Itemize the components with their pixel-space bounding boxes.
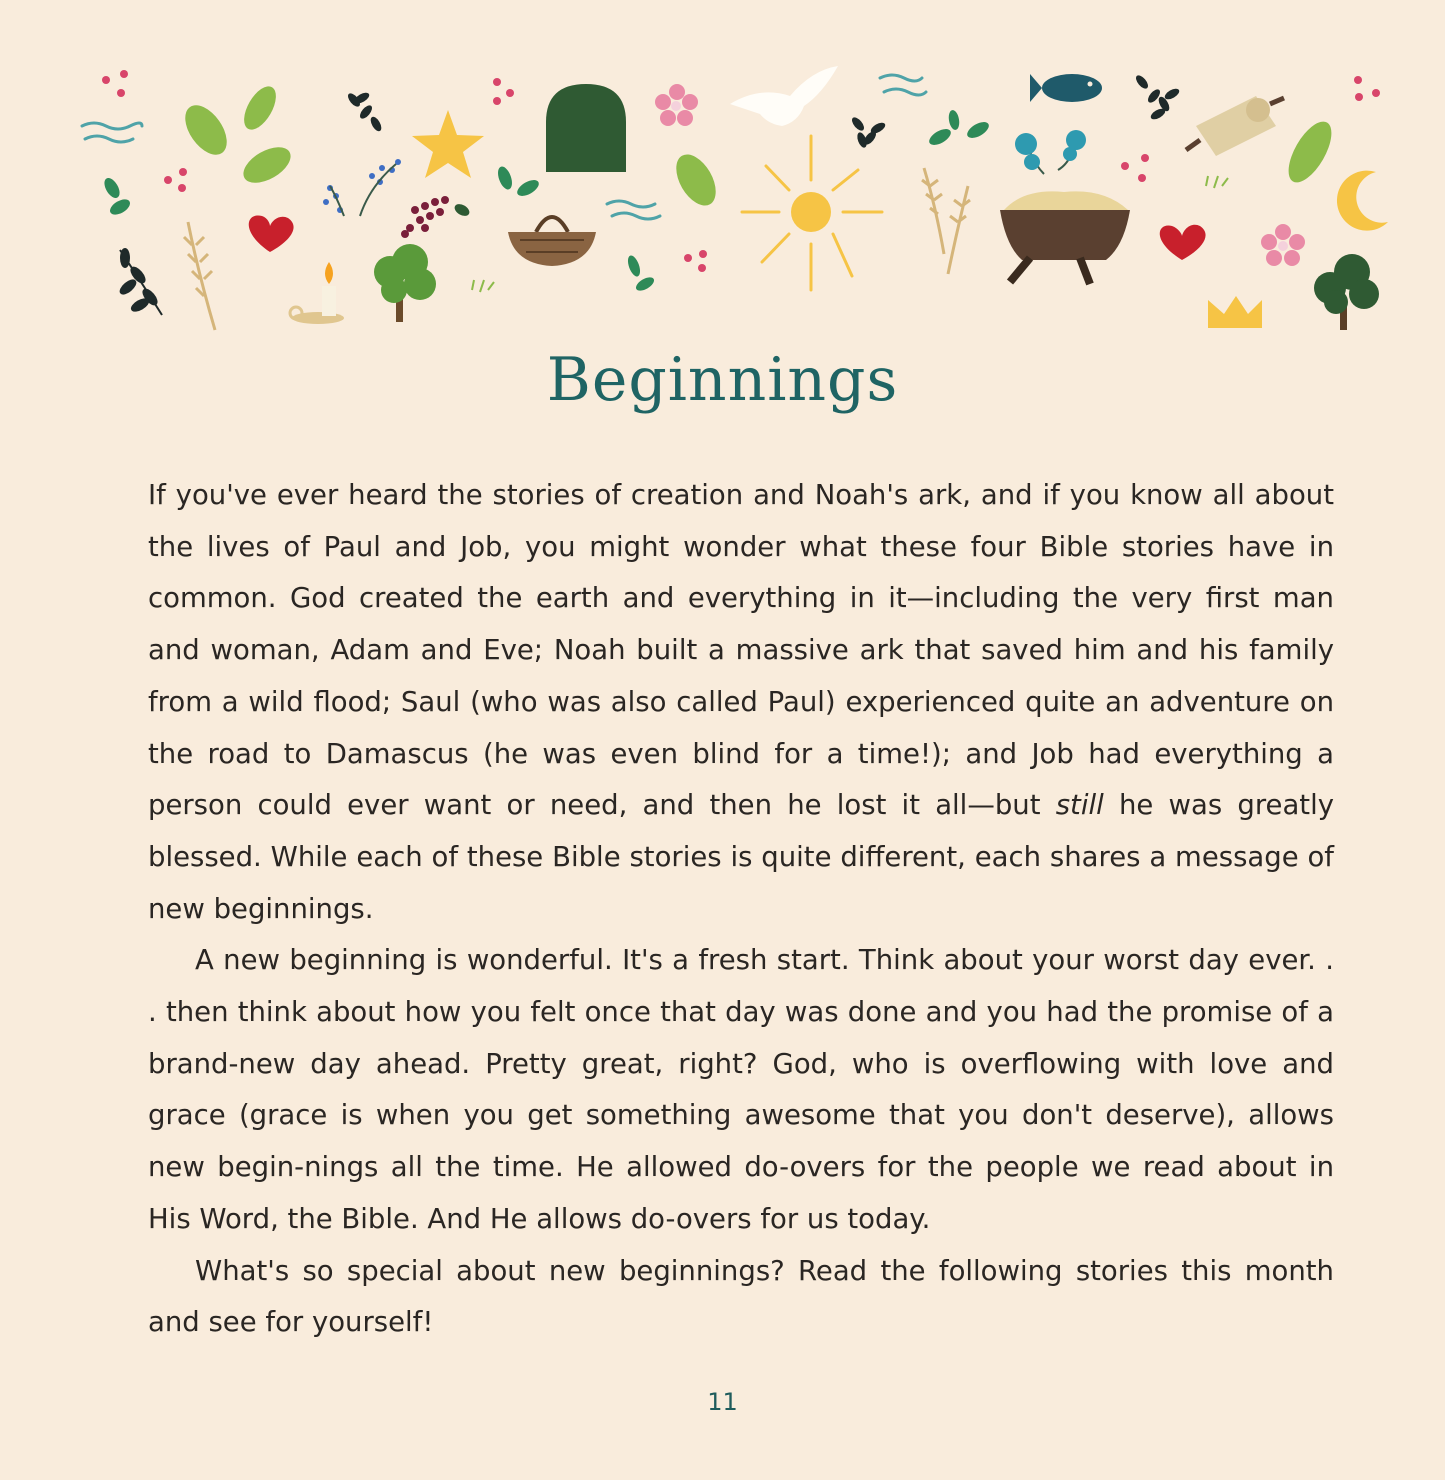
sprig-icon [346, 91, 384, 133]
tablet-icon [546, 84, 626, 172]
dove-icon [730, 66, 838, 126]
sprig-icon [1134, 73, 1181, 121]
berries-icon [164, 168, 187, 192]
flower-icon [1261, 224, 1305, 266]
flower-icon [655, 84, 698, 126]
paragraph-2: A new beginning is wonderful. It's a fresh start. Think about your worst day ever. . . then think about how you felt once that day was done and you had the promise of a brand-new day ahead. Pretty great, right? God, who is overflowing with love and grace (grace is when you get something awesome that you don't deserve), allows new begin-nings all the time. He allowed do-overs for the people we read about in His Word, the Bible. And He allows do-overs for us today. [148, 944, 1334, 1235]
tree-icon [374, 244, 436, 322]
grapes-icon [401, 196, 471, 238]
paragraph-3: What's so special about new beginnings? Read the following stories this month and see for yourself! [148, 1254, 1334, 1339]
heart-icon [1160, 225, 1206, 260]
heart-icon [249, 215, 294, 252]
moon-icon [1337, 171, 1388, 231]
paragraph-1-text-end: he was greatly blessed. While each of these Bible stories is quite different, each shares a message of new beginnings. [148, 789, 1334, 925]
candle-icon [290, 262, 344, 324]
paragraph-1-text: If you've ever heard the stories of creation and Noah's ark, and if you know all about the lives of Paul and Job, you might wonder what these four Bible stories have in common. God created the earth and everything in it—including the very first man and woman, Adam and Eve; Noah built a massive ark that saved him and his family from a wild flood; Saul (who was also called Paul) experienced quite an adventure on the road to Damascus (he was even blind for a time!); and Job had everything a person could ever want or need, and then he lost it all—but [148, 479, 1334, 822]
leaf-icon [177, 81, 297, 190]
tree-icon [1314, 254, 1379, 330]
leaf-icon [668, 148, 724, 212]
body-text [148, 470, 1334, 1349]
wheat-icon [922, 168, 970, 274]
leaf-icon [1280, 115, 1340, 189]
page-number: 11 [707, 1388, 738, 1416]
page-title: Beginnings [546, 345, 899, 415]
manger-icon [1000, 191, 1130, 284]
scroll-icon [1186, 96, 1284, 156]
paragraph-1 [148, 470, 1334, 935]
decorative-illustration-banner [0, 0, 1445, 345]
sprig-icon [119, 249, 162, 315]
flower-icon [1015, 130, 1086, 174]
wheat-icon [184, 222, 215, 330]
sun-icon [742, 136, 882, 290]
crown-icon [1208, 296, 1262, 328]
sprig-icon [850, 115, 887, 149]
basket-icon [508, 217, 596, 266]
sprig-icon [323, 159, 401, 216]
waves-icon [82, 123, 142, 142]
emphasis-still: still [1055, 789, 1104, 822]
berries-icon [102, 70, 128, 97]
leaf-icon [101, 175, 132, 217]
star-icon [412, 110, 484, 178]
fish-icon [1030, 74, 1102, 102]
